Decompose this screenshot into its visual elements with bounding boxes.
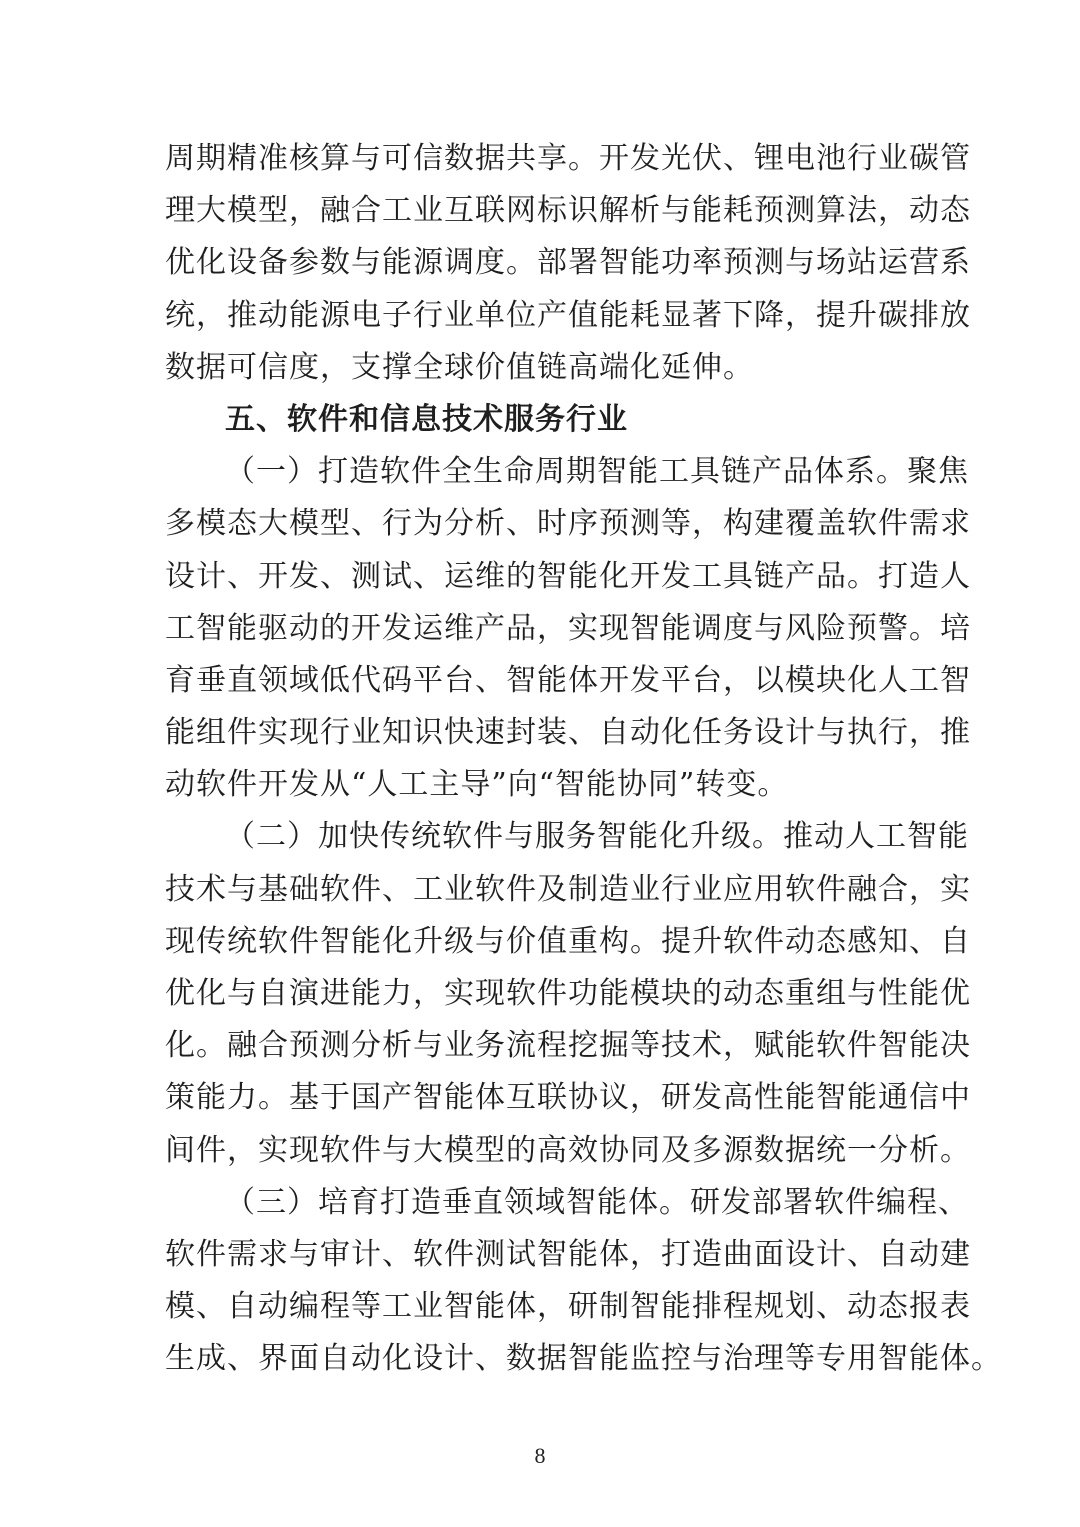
paragraph-line: 多模态大模型、行为分析、时序预测等，构建覆盖软件需求: [165, 506, 971, 542]
paragraph-line: 策能力。基于国产智能体互联协议，研发高性能智能通信中: [165, 1080, 971, 1116]
section-heading: 五、软件和信息技术服务行业: [225, 401, 628, 437]
paragraph-line: 现传统软件智能化升级与价值重构。提升软件动态感知、自: [165, 923, 971, 959]
paragraph-line: 工智能驱动的开发运维产品，实现智能调度与风险预警。培: [165, 610, 971, 646]
paragraph-line: 模、自动编程等工业智能体，研制智能排程规划、动态报表: [165, 1289, 971, 1325]
paragraph-line: （一）打造软件全生命周期智能工具链产品体系。聚焦: [225, 454, 969, 490]
paragraph-line: 技术与基础软件、工业软件及制造业行业应用软件融合，实: [165, 871, 971, 907]
paragraph-line: 育垂直领域低代码平台、智能体开发平台，以模块化人工智: [165, 662, 971, 698]
paragraph-line: （二）加快传统软件与服务智能化升级。推动人工智能: [225, 819, 969, 855]
paragraph-line: 统，推动能源电子行业单位产值能耗显著下降，提升碳排放: [165, 297, 971, 333]
paragraph-line: 生成、界面自动化设计、数据智能监控与治理等专用智能体。: [165, 1341, 1002, 1377]
paragraph-line: 间件，实现软件与大模型的高效协同及多源数据统一分析。: [165, 1132, 971, 1168]
paragraph-line: 优化设备参数与能源调度。部署智能功率预测与场站运营系: [165, 245, 971, 281]
paragraph-line: 动软件开发从“人工主导”向“智能协同”转变。: [165, 767, 789, 803]
paragraph-line: 数据可信度，支撑全球价值链高端化延伸。: [165, 349, 754, 385]
paragraph-line: 化。融合预测分析与业务流程挖掘等技术，赋能软件智能决: [165, 1028, 971, 1064]
document-body: [165, 133, 1002, 1386]
paragraph-line: 能组件实现行业知识快速封装、自动化任务设计与执行，推: [165, 715, 971, 751]
page-number: 8: [534, 1443, 546, 1468]
paragraph-line: （三）培育打造垂直领域智能体。研发部署软件编程、: [225, 1184, 969, 1220]
paragraph-line: 周期精准核算与可信数据共享。开发光伏、锂电池行业碳管: [165, 141, 971, 176]
paragraph-line: 设计、开发、测试、运维的智能化开发工具链产品。打造人: [165, 558, 971, 594]
paragraph-line: 软件需求与审计、软件测试智能体，打造曲面设计、自动建: [165, 1236, 971, 1272]
paragraph-line: 理大模型，融合工业互联网标识解析与能耗预测算法，动态: [165, 193, 971, 229]
paragraph-line: 优化与自演进能力，实现软件功能模块的动态重组与性能优: [165, 976, 971, 1011]
